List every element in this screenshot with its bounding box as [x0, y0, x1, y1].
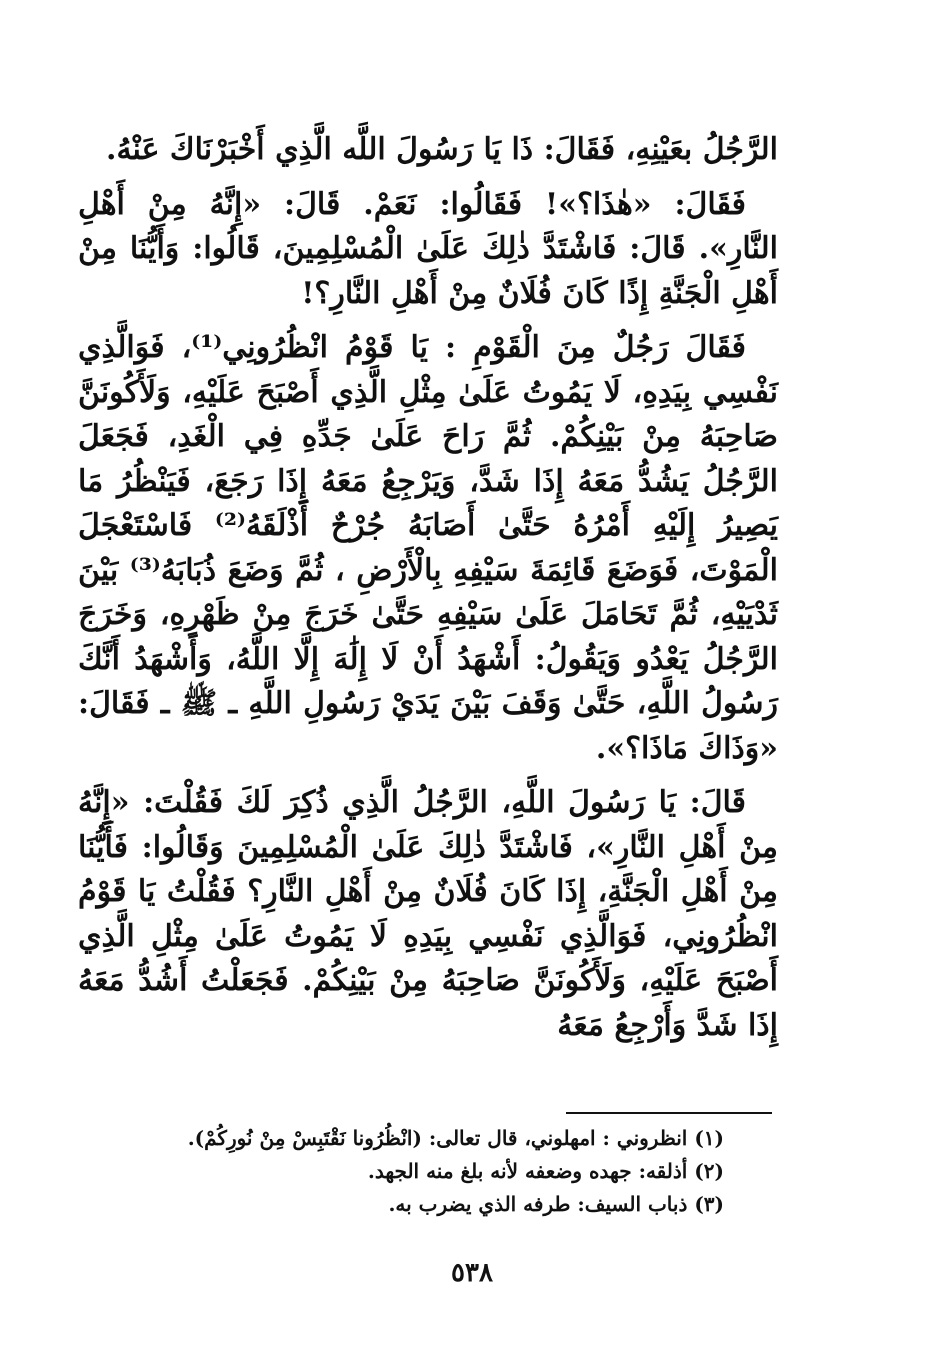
- body-text: [67, 128, 778, 1048]
- footnotes: [84, 1122, 724, 1221]
- paragraph-3: فَقَالَ رَجُلٌ مِنَ الْقَوْمِ : يَا قَوْمُ انْظُرُونِي⁽¹⁾، فَوَالَّذِي نَفْسِي بِيَدِهِ، لَا يَمُوتُ عَلَىٰ مِثْلِ الَّذِي أَصْبَحَ عَلَيْهِ، وَلَأَكُونَنَّ صَاحِبَهُ مِنْ بَيْنِكُمْ. ثُمَّ رَاحَ عَلَىٰ جَدِّهِ فِي الْغَدِ، فَجَعَلَ الرَّجُلُ يَشُدُّ مَعَهُ إِذَا شَدَّ، وَيَرْجِعُ مَعَهُ إِذَا رَجَعَ، فَيَنْظُرُ مَا يَصِيرُ إِلَيْهِ أَمْرُهُ حَتَّىٰ أَصَابَهُ جُرْحٌ أَذْلَقَهُ⁽²⁾ فَاسْتَعْجَلَ الْمَوْتَ، فَوَضَعَ قَائِمَةَ سَيْفِهِ بِالْأَرْضِ ، ثُمَّ وَضَعَ ذُبَابَهُ⁽³⁾ بَيْنَ ثَدْيَيْهِ، ثُمَّ تَحَامَلَ عَلَىٰ سَيْفِهِ حَتَّىٰ خَرَجَ مِنْ ظَهْرِهِ، وَخَرَجَ الرَّجُلُ يَعْدُو وَيَقُولُ: أَشْهَدُ أَنْ لَا إِلَٰهَ إِلَّا اللَّهُ، وَأَشْهَدُ أَنَّكَ رَسُولُ اللَّهِ، حَتَّىٰ وَقَفَ بَيْنَ يَدَيْ رَسُولِ اللَّهِ ـ ﷺ ـ فَقَالَ: «وَذَاكَ مَاذَا؟».: [67, 330, 778, 766]
- footnote-3: (٣) ذباب السيف: طرفه الذي يضرب به.: [388, 1192, 724, 1216]
- paragraph-1: الرَّجُلُ بعَيْنِهِ، فَقَالَ: ذَا يَا رَسُولَ اللَّه الَّذِي أَخْبَرْنَاكَ عَنْهُ.: [106, 132, 778, 167]
- footnote-divider: [566, 1112, 772, 1114]
- footnote-1: (١) انظروني : امهلوني، قال تعالى: (انْظُرُونا نَقْتَبِسْ مِنْ نُورِكُمْ).: [187, 1126, 724, 1150]
- footnote-2: (٢) أذلقه: جهده وضعفه لأنه بلغ منه الجهد.: [367, 1159, 724, 1183]
- paragraph-2: فَقَالَ: «هٰذَا؟»! فَقَالُوا: نَعَمْ. قَالَ: «إِنَّهُ مِنْ أَهْلِ النَّارِ». قَالَ: فَاشْتَدَّ ذٰلِكَ عَلَىٰ الْمُسْلِمِينَ، قَالُوا: وَأَيُّنَا مِنْ أَهْلِ الْجَنَّةِ إِذًا كَانَ فُلَانٌ مِنْ أَهْلِ النَّارِ؟!: [67, 186, 778, 311]
- page-number: ٥٣٨: [451, 1258, 493, 1288]
- paragraph-4: قَالَ: يَا رَسُولَ اللَّهِ، الرَّجُلُ الَّذِي ذُكِرَ لَكَ فَقُلْتَ: «إِنَّهُ مِنْ أَهْلِ النَّارِ»، فَاشْتَدَّ ذٰلِكَ عَلَىٰ الْمُسْلِمِينَ وَقَالُوا: فَأَيُّنَا مِنْ أَهْلِ الْجَنَّةِ، إِذَا كَانَ فُلَانٌ مِنْ أَهْلِ النَّارِ؟ فَقُلْتُ يَا قَوْمُ انْظُرُونِي، فَوَالَّذِي نَفْسِي بِيَدِهِ لَا يَمُوتُ عَلَىٰ مِثْلِ الَّذِي أَصْبَحَ عَلَيْهِ، وَلَأَكُونَنَّ صَاحِبَهُ مِنْ بَيْنِكُمْ. فَجَعَلْتُ أَشُدُّ مَعَهُ إِذَا شَدَّ وَأَرْجِعُ مَعَهُ: [67, 785, 778, 1043]
